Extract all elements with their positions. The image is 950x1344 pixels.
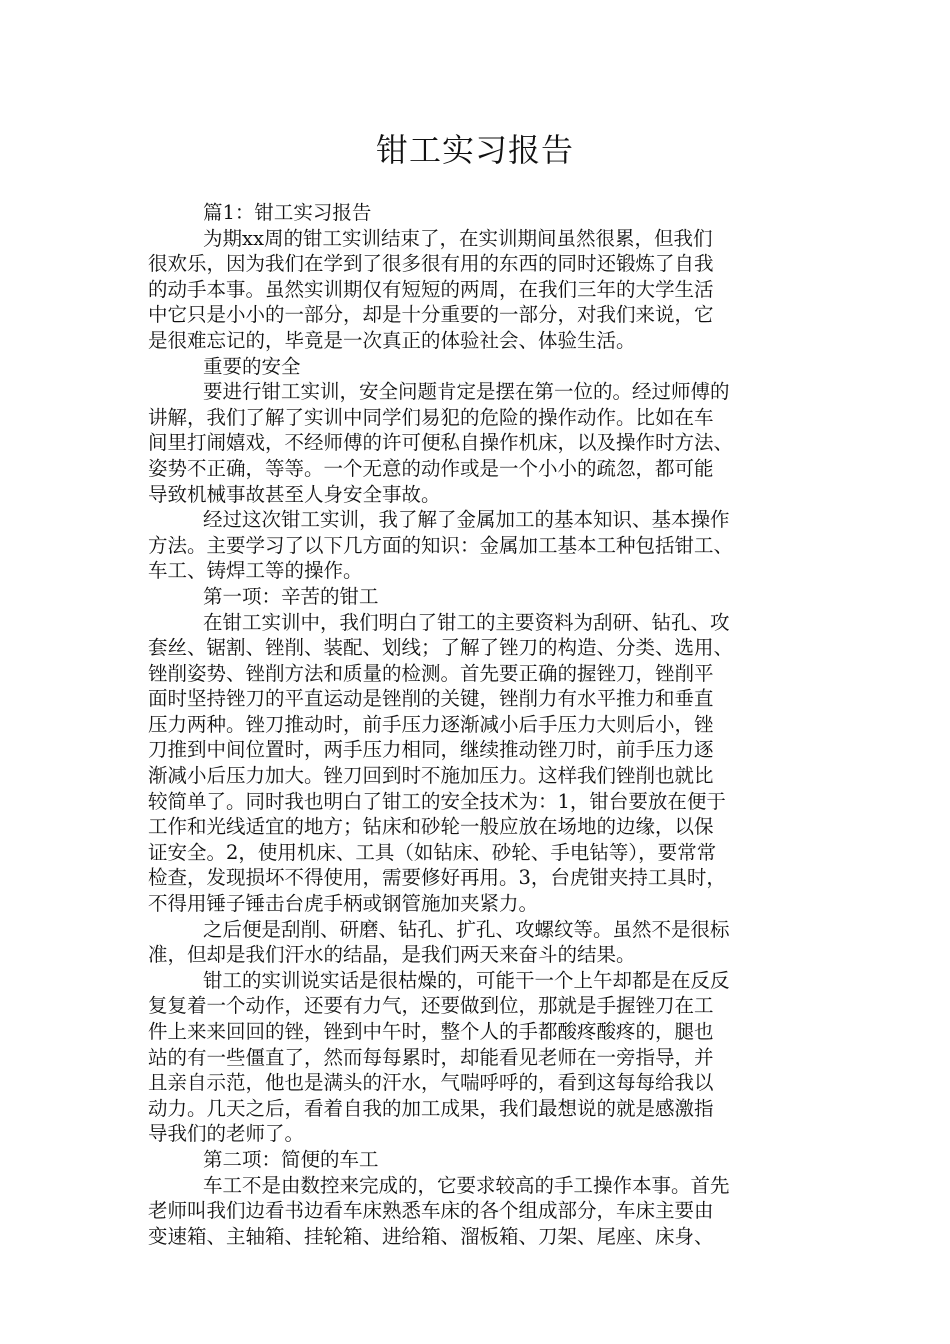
text-line: 为期xx周的钳工实训结束了，在实训期间虽然很累，但我们 xyxy=(203,226,713,250)
text-line: 不得用锤子锤击台虎手柄或钢管施加夹紧力。 xyxy=(148,892,539,916)
text-line: 在钳工实训中，我们明白了钳工的主要资料为刮研、钻孔、攻 xyxy=(203,610,730,634)
text-line: 中它只是小小的一部分，却是十分重要的一部分，对我们来说，它 xyxy=(148,303,714,327)
text-line: 渐减小后压力加大。锉刀回到时不施加压力。这样我们锉削也就比 xyxy=(148,764,714,788)
text-line: 面时坚持锉刀的平直运动是锉削的关键，锉削力有水平推力和垂直 xyxy=(148,687,714,711)
text-line: 工作和光线适宜的地方；钻床和砂轮一般应放在场地的边缘，以保 xyxy=(148,815,714,839)
text-line: 老师叫我们边看书边看车床熟悉车床的各个组成部分，车床主要由 xyxy=(148,1199,714,1223)
text-line: 篇1：钳工实习报告 xyxy=(203,201,372,224)
text-line: 导致机械事故甚至人身安全事故。 xyxy=(148,482,441,506)
text-line: 的动手本事。虽然实训期仅有短短的两周，在我们三年的大学生活 xyxy=(148,277,714,301)
text-line: 要进行钳工实训，安全问题肯定是摆在第一位的。经过师傅的 xyxy=(203,380,730,404)
text-line: 方法。主要学习了以下几方面的知识：金属加工基本工种包括钳工、 xyxy=(148,533,734,557)
text-line: 准，但却是我们汗水的结晶，是我们两天来奋斗的结果。 xyxy=(148,943,636,967)
text-line: 车工、铸焊工等的操作。 xyxy=(148,559,363,583)
text-line: 套丝、锯割、锉削、装配、划线；了解了锉刀的构造、分类、选用、 xyxy=(148,636,734,660)
text-line: 证安全。2，使用机床、工具（如钻床、砂轮、手电钻等），要常常 xyxy=(148,840,717,864)
text-line: 第一项：辛苦的钳工 xyxy=(203,584,379,608)
text-line: 第二项：简便的车工 xyxy=(203,1147,379,1171)
text-line: 是很难忘记的，毕竟是一次真正的体验社会、体验生活。 xyxy=(148,328,636,352)
text-line: 且亲自示范，他也是满头的汗水，气喘呼呼的，看到这每每给我以 xyxy=(148,1071,714,1095)
text-line: 锉削姿势、锉削方法和质量的检测。首先要正确的握锉刀，锉削平 xyxy=(148,661,714,685)
text-line: 之后便是刮削、研磨、钻孔、扩孔、攻螺纹等。虽然不是很标 xyxy=(203,917,730,941)
text-line: 重要的安全 xyxy=(203,354,301,378)
text-line: 站的有一些僵直了，然而每每累时，却能看见老师在一旁指导，并 xyxy=(148,1045,714,1069)
text-line: 姿势不正确，等等。一个无意的动作或是一个小小的疏忽，都可能 xyxy=(148,456,714,480)
document-title: 钳工实习报告 xyxy=(375,131,574,169)
text-line: 很欢乐，因为我们在学到了很多很有用的东西的同时还锻炼了自我 xyxy=(148,252,714,276)
text-line: 变速箱、主轴箱、挂轮箱、进给箱、溜板箱、刀架、尾座、床身、 xyxy=(148,1224,714,1248)
document-body xyxy=(148,200,828,1249)
text-line: 较简单了。同时我也明白了钳工的安全技术为：1，钳台要放在便于 xyxy=(148,789,726,813)
text-line: 车工不是由数控来完成的，它要求较高的手工操作本事。首先 xyxy=(203,1173,730,1197)
text-line: 经过这次钳工实训，我了解了金属加工的基本知识、基本操作 xyxy=(203,508,730,532)
text-line: 讲解，我们了解了实训中同学们易犯的危险的操作动作。比如在车 xyxy=(148,405,714,429)
text-line: 件上来来回回的锉，锉到中午时，整个人的手都酸疼酸疼的，腿也 xyxy=(148,1020,714,1043)
text-line: 复复着一个动作，还要有力气，还要做到位，那就是手握锉刀在工 xyxy=(148,994,714,1018)
text-line: 钳工的实训说实话是很枯燥的，可能干一个上午却都是在反反 xyxy=(203,968,730,992)
text-line: 检查，发现损坏不得使用，需要修好再用。3，台虎钳夹持工具时， xyxy=(148,866,726,890)
text-line: 动力。几天之后，看着自我的加工成果，我们最想说的就是感激指 xyxy=(148,1096,714,1120)
text-line: 间里打闹嬉戏，不经师傅的许可便私自操作机床，以及操作时方法、 xyxy=(148,431,734,455)
text-line: 刀推到中间位置时，两手压力相同，继续推动锉刀时，前手压力逐 xyxy=(148,738,714,762)
text-line: 压力两种。锉刀推动时，前手压力逐渐减小后手压力大则后小，锉 xyxy=(148,712,714,736)
text-line: 导我们的老师了。 xyxy=(148,1122,305,1146)
